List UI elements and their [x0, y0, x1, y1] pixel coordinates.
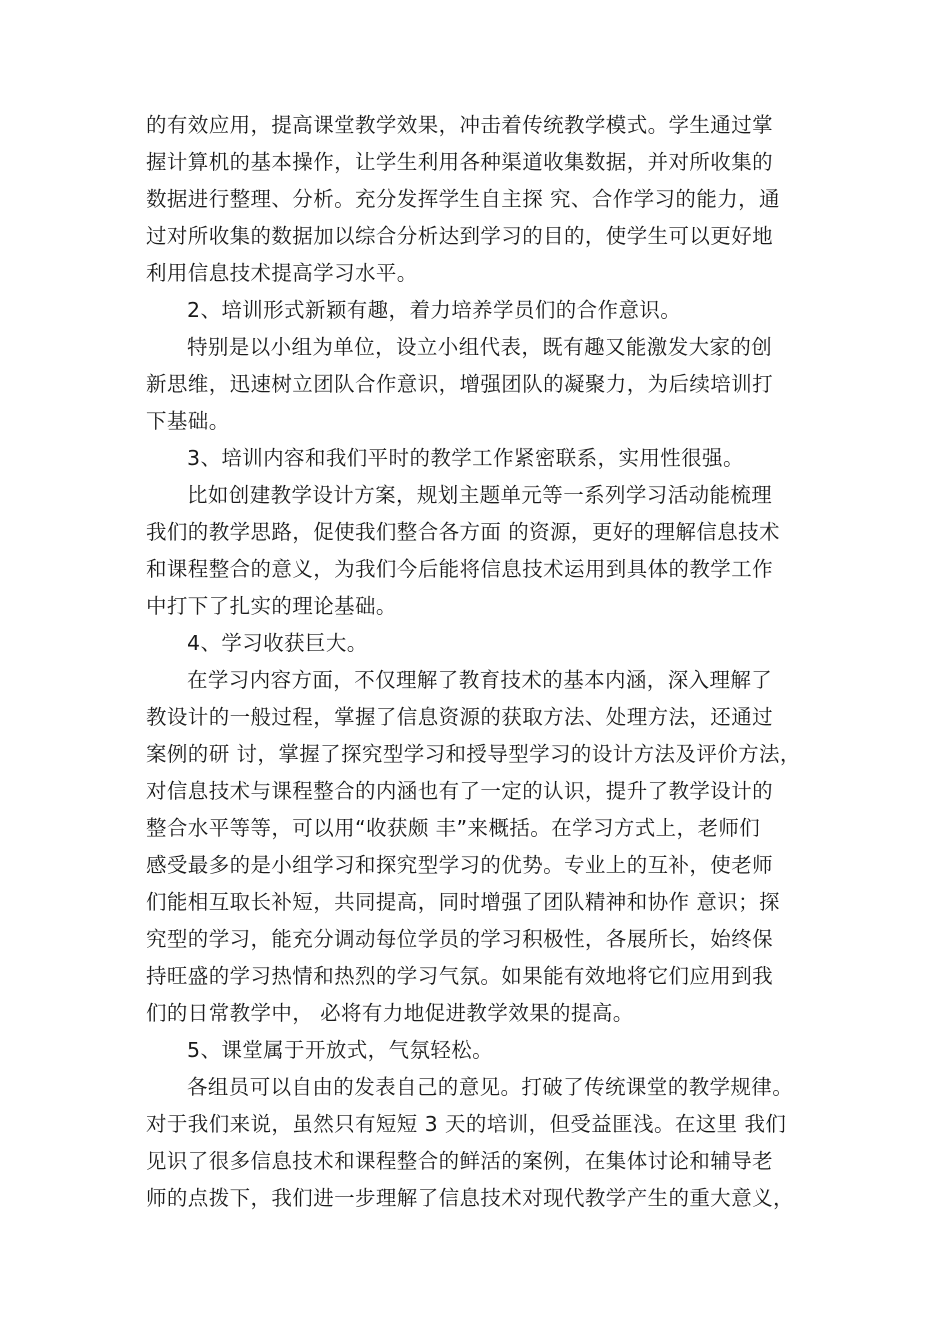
text-line: 我们的教学思路，促使我们整合各方面 的资源，更好的理解信息技术: [146, 520, 780, 544]
text-line: 过对所收集的数据加以综合分析达到学习的目的，使学生可以更好地: [146, 224, 773, 248]
text-line: 各组员可以自由的发表自己的意见。打破了传统课堂的教学规律。: [187, 1075, 794, 1099]
text-line: 师的点拨下，我们进一步理解了信息技术对现代教学产生的重大意义，: [146, 1186, 794, 1210]
text-line: 案例的研 讨，掌握了探究型学习和授导型学习的设计方法及评价方法，: [146, 742, 801, 766]
section-heading: 4、学习收获巨大。: [187, 631, 368, 655]
text-line: 整合水平等等，可以用“收获颇 丰”来概括。在学习方式上，老师们: [146, 816, 761, 840]
text-line: 对信息技术与课程整合的内涵也有了一定的认识，提升了教学设计的: [146, 779, 773, 803]
text-line: 的有效应用，提高课堂教学效果，冲击着传统教学模式。学生通过掌: [146, 113, 773, 137]
text-line: 利用信息技术提高学习水平。: [146, 261, 418, 285]
text-line: 和课程整合的意义，为我们今后能将信息技术运用到具体的教学工作: [146, 557, 773, 581]
text-line: 究型的学习，能充分调动每位学员的学习积极性，各展所长，始终保: [146, 927, 773, 951]
text-line: 下基础。: [146, 409, 230, 433]
text-line: 教设计的一般过程，掌握了信息资源的获取方法、处理方法，还通过: [146, 705, 773, 729]
text-line: 们的日常教学中， 必将有力地促进教学效果的提高。: [146, 1001, 634, 1025]
section-heading: 3、培训内容和我们平时的教学工作紧密联系，实用性很强。: [187, 446, 744, 470]
text-line: 在学习内容方面，不仅理解了教育技术的基本内涵，深入理解了: [187, 668, 773, 692]
text-line: 新思维，迅速树立团队合作意识，增强团队的凝聚力，为后续培训打: [146, 372, 773, 396]
text-line: 感受最多的是小组学习和探究型学习的优势。专业上的互补，使老师: [146, 853, 773, 877]
text-line: 对于我们来说，虽然只有短短 3 天的培训，但受益匪浅。在这里 我们: [146, 1112, 787, 1136]
text-line: 比如创建教学设计方案，规划主题单元等一系列学习活动能梳理: [187, 483, 773, 507]
text-line: 们能相互取长补短，共同提高，同时增强了团队精神和协作 意识；探: [146, 890, 780, 914]
body-text: [146, 107, 814, 1217]
text-line: 数据进行整理、分析。充分发挥学生自主探 究、合作学习的能力，通: [146, 187, 780, 211]
section-heading: 2、培训形式新颖有趣，着力培养学员们的合作意识。: [187, 298, 682, 322]
text-line: 中打下了扎实的理论基础。: [146, 594, 397, 618]
section-heading: 5、课堂属于开放式，气氛轻松。: [187, 1038, 494, 1062]
text-line: 持旺盛的学习热情和热烈的学习气氛。如果能有效地将它们应用到我: [146, 964, 773, 988]
text-line: 见识了很多信息技术和课程整合的鲜活的案例，在集体讨论和辅导老: [146, 1149, 773, 1173]
text-line: 握计算机的基本操作，让学生利用各种渠道收集数据，并对所收集的: [146, 150, 773, 174]
text-line: 特别是以小组为单位，设立小组代表，既有趣又能激发大家的创: [187, 335, 773, 359]
